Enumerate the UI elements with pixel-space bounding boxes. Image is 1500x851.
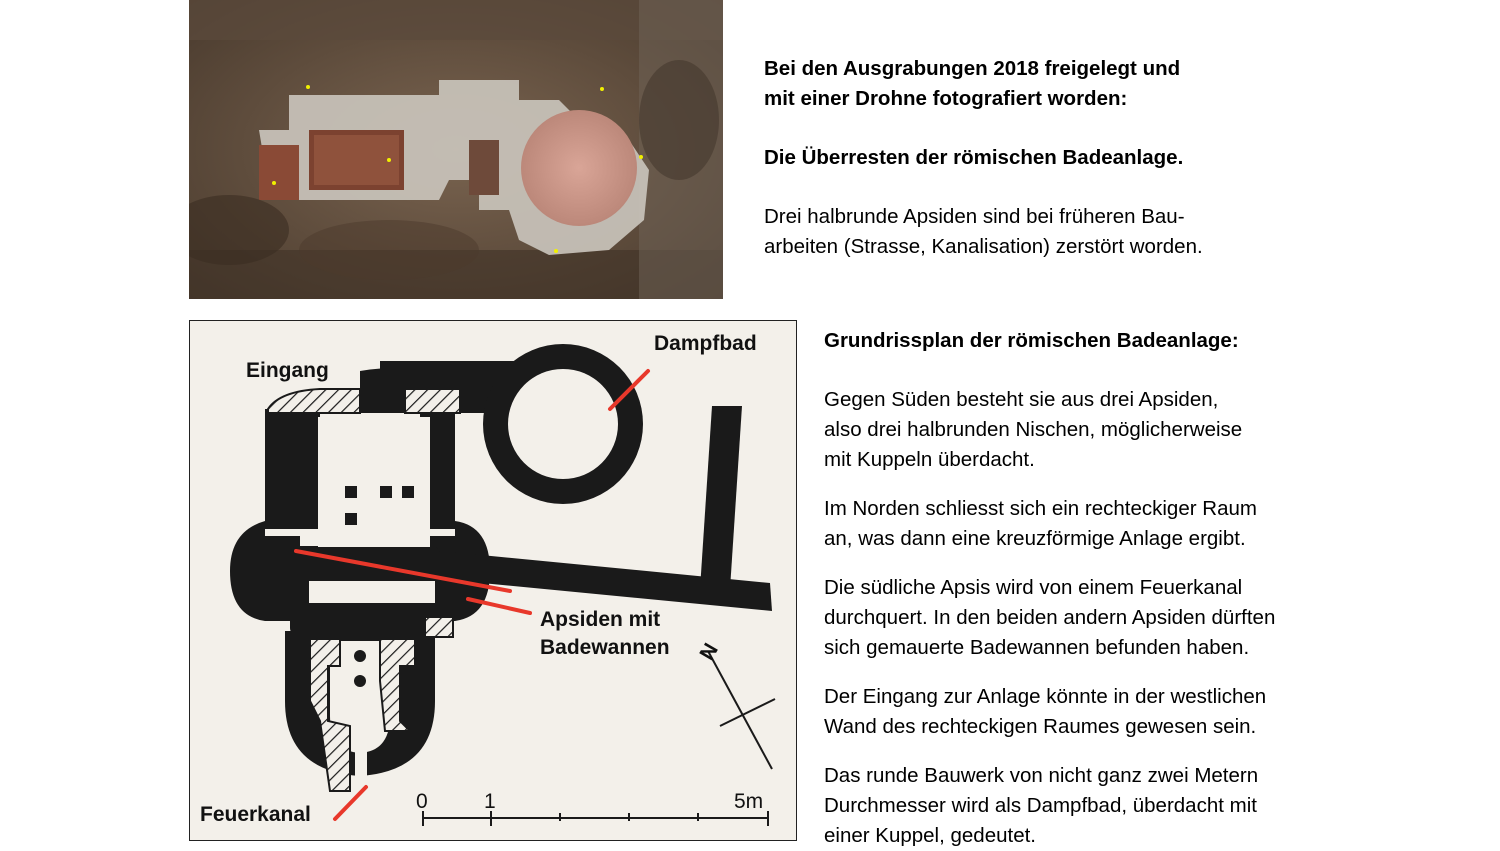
description-text-block: [824, 326, 1484, 851]
p5-line1: Das runde Bauwerk von nicht ganz zwei Metern: [824, 764, 1259, 787]
description-heading: Grundrissplan der römischen Badeanlage:: [824, 329, 1239, 352]
plan-scale-bar: [423, 811, 768, 826]
scale-label-0: 0: [416, 790, 428, 813]
p3-line3: sich gemauerte Badewannen befunden haben.: [824, 636, 1250, 659]
label-feuerkanal: Feuerkanal: [200, 803, 311, 826]
label-dampfbad: Dampfbad: [654, 332, 757, 355]
p3-line2: durchquert. In den beiden andern Apsiden dürften: [824, 606, 1276, 629]
label-apsiden-line2: Badewannen: [540, 636, 670, 659]
label-apsiden-line1: Apsiden mit: [540, 608, 661, 631]
label-eingang: Eingang: [246, 359, 329, 382]
p1-line1: Gegen Süden besteht sie aus drei Apsiden,: [824, 388, 1219, 411]
floor-plan: [189, 320, 797, 841]
p1-line2: also drei halbrunden Nischen, möglicherweise: [824, 418, 1243, 441]
p2-line2: an, was dann eine kreuzförmige Anlage ergibt.: [824, 527, 1246, 550]
excavation-photo-drawing: [189, 0, 723, 299]
p4-line1: Der Eingang zur Anlage könnte in der westlichen: [824, 685, 1267, 708]
p1-line3: mit Kuppeln überdacht.: [824, 448, 1035, 471]
intro-heading-line2: mit einer Drohne fotografiert worden:: [764, 87, 1128, 110]
excavation-photo: [189, 0, 723, 299]
intro-text-line2: arbeiten (Strasse, Kanalisation) zerstört worden.: [764, 235, 1203, 258]
p4-line2: Wand des rechteckigen Raumes gewesen sein.: [824, 715, 1257, 738]
p5-line3: einer Kuppel, gedeutet.: [824, 824, 1036, 847]
north-label: N: [695, 639, 723, 665]
intro-text-line1: Drei halbrunde Apsiden sind bei früheren Bau-: [764, 205, 1185, 228]
intro-text-block: [764, 54, 1324, 262]
scale-label-1: 1: [484, 790, 496, 813]
p3-line1: Die südliche Apsis wird von einem Feuerkanal: [824, 576, 1243, 599]
scale-label-5m: 5m: [734, 790, 764, 813]
p5-line2: Durchmesser wird als Dampfbad, überdacht mit: [824, 794, 1257, 817]
p2-line1: Im Norden schliesst sich ein rechteckiger Raum: [824, 497, 1257, 520]
intro-subheading: Die Überresten der römischen Badeanlage.: [764, 146, 1184, 169]
intro-heading-line1: Bei den Ausgrabungen 2018 freigelegt und: [764, 57, 1181, 80]
north-arrow-icon: [708, 651, 775, 769]
floor-plan-drawing: [190, 321, 797, 841]
